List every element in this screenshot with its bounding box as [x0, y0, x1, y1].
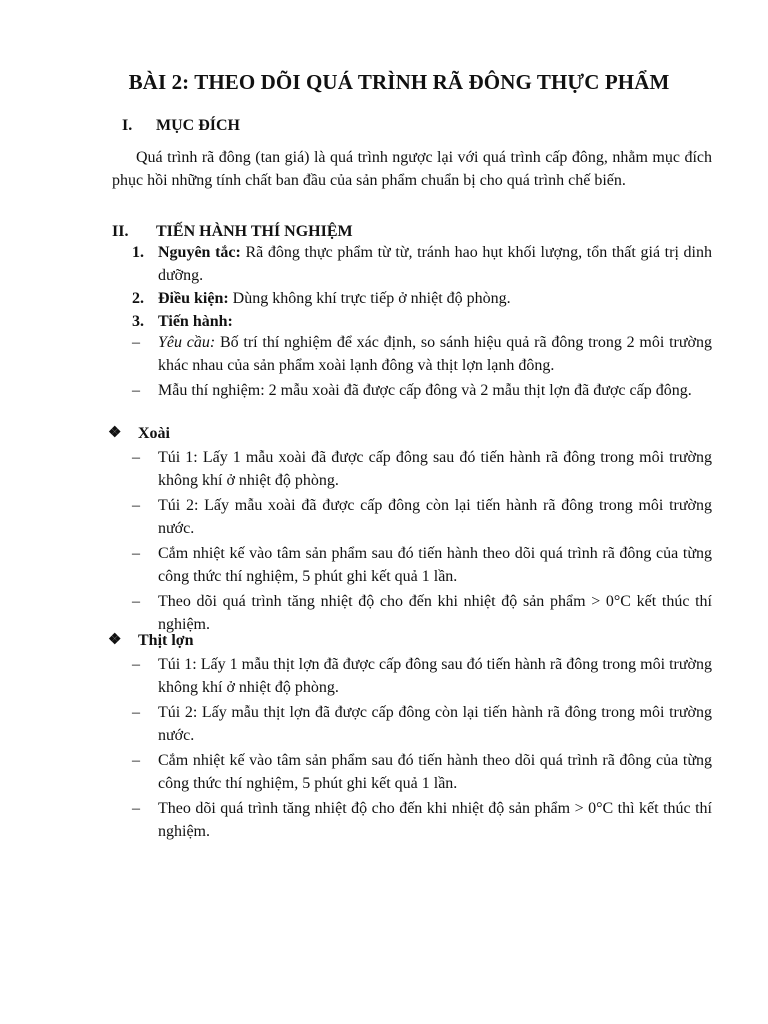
section-1-number: I. [122, 117, 133, 134]
section-2-heading [112, 220, 353, 243]
section-1-heading [122, 114, 240, 137]
item-text: Cắm nhiệt kế vào tâm sản phẩm sau đó tiến hành theo dõi quá trình rã đông của từng công thức thí nghiệm, 5 phút ghi kết quả 1 lần. [158, 545, 712, 585]
subheading-thit-lon-label: Thịt lợn [138, 632, 194, 649]
title-text: BÀI 2: THEO DÕI QUÁ TRÌNH RÃ ĐÔNG THỰC PHẨM [128, 70, 670, 94]
list-item [132, 797, 712, 843]
subheading-xoai [108, 422, 170, 445]
item-lead: Nguyên tắc: [158, 244, 241, 261]
dash-marker: – [132, 545, 140, 562]
dash-marker: – [132, 497, 140, 514]
item-text: Mẫu thí nghiệm: 2 mẫu xoài đã được cấp đông và 2 mẫu thịt lợn đã được cấp đông. [158, 382, 692, 399]
dash-marker: – [132, 593, 140, 610]
item-text: Rã đông thực phẩm từ từ, tránh hao hụt khối lượng, tổn thất giá trị dinh dưỡng. [158, 244, 712, 284]
item-text: Túi 1: Lấy 1 mẫu thịt lợn đã được cấp đông sau đó tiến hành rã đông trong môi trường không khí ở nhiệt độ phòng. [158, 656, 712, 696]
diamond-bullet-icon: ❖ [108, 425, 122, 441]
item-lead: Điều kiện: [158, 290, 229, 307]
item-number: 2. [132, 290, 144, 307]
section-2-number: II. [112, 223, 129, 240]
item-text: Theo dõi quá trình tăng nhiệt độ cho đến khi nhiệt độ sản phẩm > 0°C kết thúc thí nghiệm. [158, 593, 712, 633]
list-item [132, 653, 712, 699]
section-1-title: MỤC ĐÍCH [156, 117, 240, 134]
procedure-numbered-list [132, 241, 712, 333]
item-text: Theo dõi quá trình tăng nhiệt độ cho đến khi nhiệt độ sản phẩm > 0°C thì kết thúc thí nghiệm. [158, 800, 712, 840]
subheading-thit-lon [108, 629, 194, 652]
list-item [132, 590, 712, 636]
dash-marker: – [132, 334, 140, 351]
list-item [132, 379, 712, 402]
item-body [158, 287, 712, 310]
item-text: Cắm nhiệt kế vào tâm sản phẩm sau đó tiến hành theo dõi quá trình rã đông của từng công thức thí nghiệm, 5 phút ghi kết quả 1 lần. [158, 752, 712, 792]
numbered-item [132, 287, 712, 310]
section-2-title: TIẾN HÀNH THÍ NGHIỆM [156, 223, 353, 240]
numbered-item [132, 310, 712, 333]
list-item [132, 494, 712, 540]
item-text: Bố trí thí nghiệm để xác định, so sánh hiệu quả rã đông trong 2 môi trường khác nhau của sản phẩm xoài lạnh đông và thịt lợn lạnh đông. [158, 334, 712, 374]
item-text: Túi 1: Lấy 1 mẫu xoài đã được cấp đông sau đó tiến hành rã đông trong môi trường không khí ở nhiệt độ phòng. [158, 449, 712, 489]
dash-marker: – [132, 800, 140, 817]
list-item [132, 701, 712, 747]
section-1-paragraph: Quá trình rã đông (tan giá) là quá trình ngược lại với quá trình cấp đông, nhằm mục đích phục hồi những tính chất ban đầu của sản phẩm chuẩn bị cho quá trình chế biến. [112, 149, 712, 189]
item-italic-lead: Yêu cầu: [158, 334, 216, 351]
item-body [158, 331, 712, 377]
dash-marker: – [132, 449, 140, 466]
list-item [132, 749, 712, 795]
procedure-dash-list [132, 331, 712, 402]
xoai-dash-list [132, 446, 712, 636]
dash-marker: – [132, 382, 140, 399]
item-number: 1. [132, 244, 144, 261]
page-title [0, 68, 768, 96]
item-text: Túi 2: Lấy mẫu thịt lợn đã được cấp đông còn lại tiến hành rã đông trong môi trường nước. [158, 704, 712, 744]
item-body [158, 241, 712, 287]
item-body [158, 310, 712, 333]
item-lead: Tiến hành: [158, 313, 233, 330]
list-item [132, 446, 712, 492]
dash-marker: – [132, 752, 140, 769]
thit-lon-dash-list [132, 653, 712, 843]
numbered-item [132, 241, 712, 287]
item-text: Dùng không khí trực tiếp ở nhiệt độ phòng. [228, 290, 511, 307]
item-number: 3. [132, 313, 144, 330]
dash-marker: – [132, 704, 140, 721]
diamond-bullet-icon: ❖ [108, 632, 122, 648]
subheading-xoai-label: Xoài [138, 425, 170, 442]
item-text: Túi 2: Lấy mẫu xoài đã được cấp đông còn lại tiến hành rã đông trong môi trường nước. [158, 497, 712, 537]
list-item [132, 542, 712, 588]
dash-marker: – [132, 656, 140, 673]
list-item [132, 331, 712, 377]
